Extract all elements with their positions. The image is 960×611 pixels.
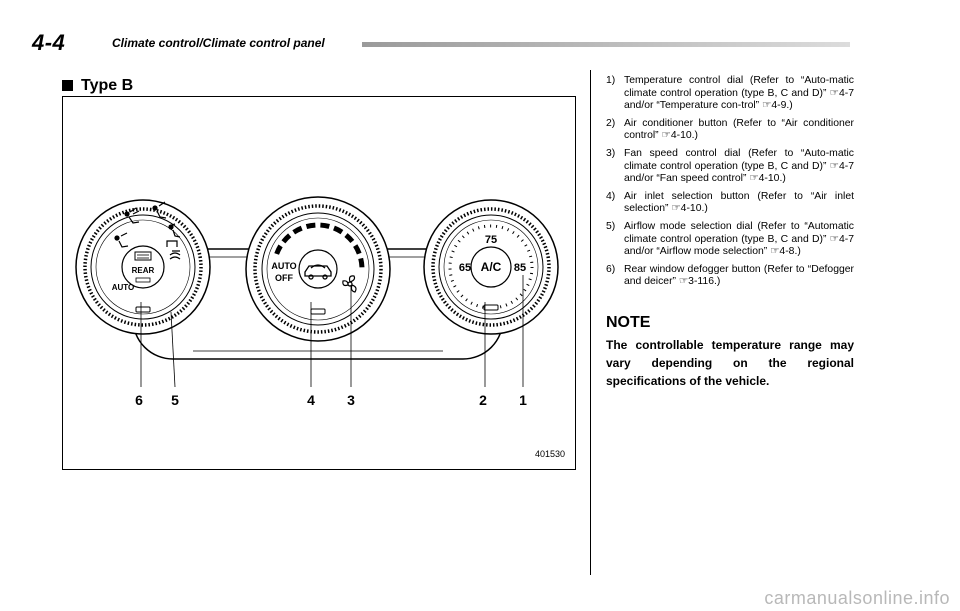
- ac-label: A/C: [480, 260, 502, 274]
- callout-4: 4: [307, 392, 315, 408]
- column-divider: [590, 70, 591, 575]
- callout-6: 6: [135, 392, 143, 408]
- list-item: 3) Fan speed control dial (Refer to “Auto-matic climate control operation (type B, C and D)” ☞4-7 and/or “Fan speed control” ☞4-10.): [606, 147, 854, 185]
- callout-5: 5: [171, 392, 179, 408]
- figure-code: 401530: [534, 449, 565, 459]
- air-inlet-button: [299, 250, 337, 288]
- page-title: Climate control/Climate control panel: [112, 36, 325, 50]
- section-square-icon: [62, 80, 73, 91]
- temp-75-label: 75: [484, 234, 498, 246]
- left-auto-label: AUTO: [111, 283, 135, 292]
- page-number: 4-4: [32, 30, 66, 55]
- temp-85-label: 85: [513, 262, 527, 274]
- component-list: [606, 75, 854, 294]
- note-text: The controllable temperature range may vary depending on the regional specifications of the vehicle.: [606, 338, 854, 388]
- callout-2: 2: [479, 392, 487, 408]
- ac-indicator: [484, 305, 498, 310]
- rear-label: REAR: [131, 266, 155, 275]
- defogger-indicator: [136, 307, 150, 312]
- watermark: carmanualsonline.info: [764, 588, 950, 608]
- temperature-dial: [424, 200, 558, 334]
- callout-1: 1: [519, 392, 527, 408]
- fan-speed-dial: [246, 197, 390, 341]
- list-item: 5) Airflow mode selection dial (Refer to “Automatic climate control operation (type B, C and D)” ☞4-7 and/or “Airflow mode selection” ☞4-8.): [606, 220, 854, 258]
- section-heading: [62, 77, 133, 95]
- list-item: 4) Air inlet selection button (Refer to “Air inlet selection” ☞4-10.): [606, 190, 854, 215]
- page-header: [32, 30, 850, 55]
- airflow-mode-dial: [76, 200, 210, 334]
- list-item: 2) Air conditioner button (Refer to “Air conditioner control” ☞4-10.): [606, 117, 854, 142]
- climate-panel-figure: [62, 96, 576, 470]
- section-heading-text: Type B: [81, 77, 134, 94]
- climate-panel-illustration: [63, 97, 575, 469]
- list-item: 1) Temperature control dial (Refer to “Auto-matic climate control operation (type B, C and D)” ☞4-7 and/or “Temperature con-trol” ☞4-9.): [606, 75, 854, 112]
- off-label: OFF: [275, 273, 293, 283]
- inlet-indicator: [311, 309, 325, 314]
- center-auto-label: AUTO: [271, 261, 297, 271]
- callout-3: 3: [347, 392, 355, 408]
- temp-65-label: 65: [458, 262, 472, 274]
- list-item: 6) Rear window defogger button (Refer to “Defogger and deicer” ☞3-116.): [606, 263, 854, 288]
- note-heading: NOTE: [606, 314, 651, 331]
- header-rule: [362, 42, 850, 47]
